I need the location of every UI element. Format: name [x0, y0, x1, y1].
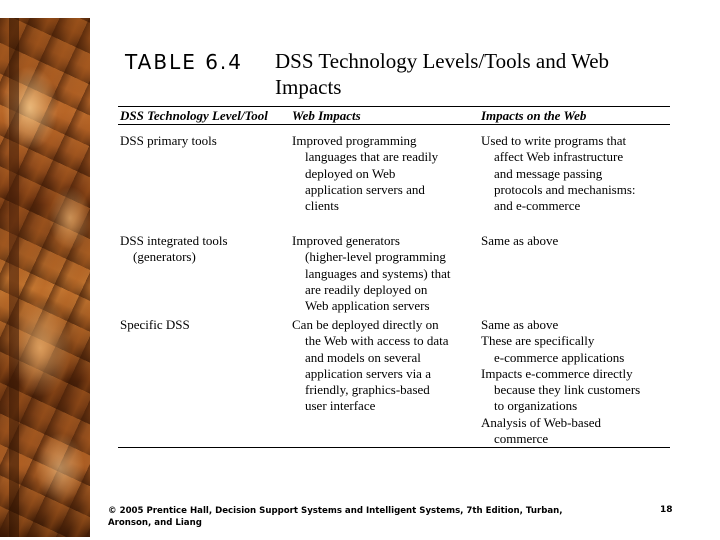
table-title-line: DSS Technology Levels/Tools and Web	[275, 49, 610, 73]
cell-line: Specific DSS	[120, 317, 190, 332]
cell-line: Analysis of Web-based	[481, 414, 602, 430]
cell-line: protocols and mechanisms:	[494, 181, 636, 197]
cell-line: Web application servers	[305, 298, 430, 314]
cell-line: affect Web infrastructure	[494, 149, 624, 165]
footer-line: Aronson, and Liang	[108, 518, 202, 528]
table-label: TABLE 6.4	[125, 50, 244, 74]
cell-line: commerce	[494, 431, 549, 447]
table-cell-web-impacts	[292, 233, 451, 314]
cell-line: Same as above	[481, 317, 559, 332]
column-header-web-impacts: Web Impacts	[292, 108, 361, 123]
footer-line: © 2005 Prentice Hall, Decision Support Systems and Intelligent Systems, 7th Edition, Turban,	[108, 506, 563, 516]
cell-line: application servers and	[305, 181, 425, 197]
table-cell-impacts-on-web	[481, 133, 636, 214]
cell-line: These are specifically	[481, 333, 595, 349]
cell-line: and models on several	[305, 349, 421, 365]
table-cell-level	[120, 133, 217, 149]
table-cell-web-impacts	[292, 317, 448, 415]
cell-line: Can be deployed directly on	[292, 317, 439, 332]
cell-line: the Web with access to data	[305, 333, 449, 349]
cell-line: and e-commerce	[494, 198, 581, 214]
table-top-rule	[118, 106, 670, 107]
table-cell-web-impacts	[292, 133, 438, 214]
slide-footer	[108, 505, 588, 529]
cell-line: application servers via a	[305, 365, 431, 381]
cell-line: and message passing	[494, 165, 603, 181]
wood-dark-stripe	[9, 18, 19, 537]
cell-line: user interface	[305, 398, 376, 414]
table-bottom-rule	[118, 447, 670, 448]
cell-line: clients	[305, 198, 339, 214]
cell-line: Same as above	[481, 233, 559, 248]
header-bottom-rule	[118, 124, 670, 125]
cell-line: languages that are readily	[305, 149, 439, 165]
column-header-impacts-on-web: Impacts on the Web	[481, 108, 587, 123]
column-header-level: DSS Technology Level/Tool	[120, 108, 268, 123]
page-number: 18	[660, 505, 673, 515]
table-cell-level	[120, 233, 228, 266]
cell-line: e-commerce applications	[494, 349, 625, 365]
cell-line: DSS primary tools	[120, 133, 217, 148]
table-title	[275, 48, 675, 100]
cell-line: Impacts e-commerce directly	[481, 365, 633, 381]
cell-line: are readily deployed on	[305, 281, 428, 297]
table-cell-level	[120, 317, 190, 333]
cell-line: because they link customers	[494, 382, 641, 398]
cell-line: (generators)	[133, 249, 196, 265]
cell-line: Improved programming	[292, 133, 417, 148]
cell-line: deployed on Web	[305, 165, 396, 181]
cell-line: Used to write programs that	[481, 133, 627, 148]
table-cell-impacts-on-web	[481, 233, 558, 249]
cell-line: DSS integrated tools	[120, 233, 228, 248]
cell-line: to organizations	[494, 398, 578, 414]
cell-line: languages and systems) that	[305, 265, 451, 281]
table-title-line: Impacts	[275, 75, 342, 99]
cell-line: Improved generators	[292, 233, 400, 248]
cell-line: (higher-level programming	[305, 249, 446, 265]
cell-line: friendly, graphics-based	[305, 382, 430, 398]
table-cell-impacts-on-web	[481, 317, 640, 447]
